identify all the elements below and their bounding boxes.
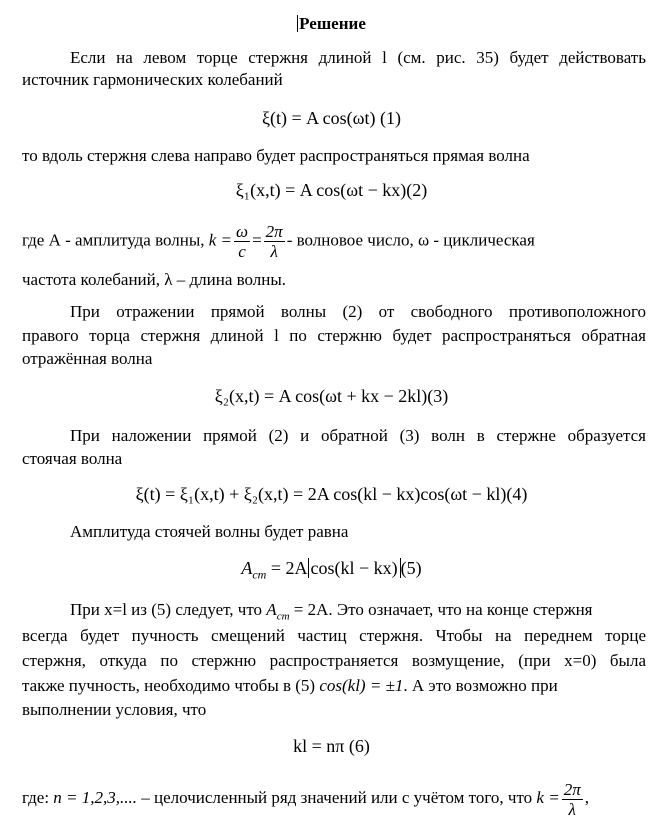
- equation-1: ξ(t) = A cos(ωt) (1): [262, 108, 401, 128]
- section-title-text: Решение: [299, 14, 366, 33]
- fraction-2pi-over-lambda: [264, 222, 285, 261]
- paragraph-8-end: ,: [584, 788, 589, 807]
- paragraph-8: [22, 780, 646, 819]
- amplitude-subscript: ст: [252, 567, 267, 582]
- paragraph-7-line-1-start: При x=l из (5) следует, что: [70, 600, 263, 619]
- paragraph-5-line-2: стоячая волна: [22, 449, 123, 468]
- equation-5: [0, 558, 663, 585]
- equation-6: kl = nπ (6): [293, 736, 370, 756]
- integer-series-inline: n = 1,2,3,.... –: [53, 788, 150, 807]
- absolute-value-expression: cos(kl − kx): [308, 558, 401, 578]
- wave-number-definition-text: - волновое число, ω - циклическая: [286, 230, 535, 250]
- fraction-denominator: c: [238, 242, 246, 261]
- fraction-numerator: ω: [236, 222, 249, 241]
- amplitude-value-inline: = 2A: [289, 600, 329, 619]
- cosine-condition-inline: cos(kl) = ±1: [319, 676, 404, 695]
- paragraph-3-line-1: [22, 222, 646, 261]
- wave-number-symbol: k =: [208, 230, 233, 250]
- paragraph-1-line-1: Если на левом торце стержня длиной l (см. рис. 35) будет действовать: [70, 48, 646, 67]
- amplitude-symbol: A: [241, 558, 253, 578]
- equation-4: ξ(t) = ξ₁(x,t) + ξ₂(x,t) = 2A cos(kl − kx)cos(ωt − kl)(4): [135, 484, 528, 504]
- wave-number-symbol-inline: k =: [536, 788, 560, 807]
- fraction-numerator: 2π: [265, 222, 283, 241]
- equation-5-tag: (5): [400, 558, 422, 578]
- paragraph-5-line-1: При наложении прямой (2) и обратной (3) волн в стержне образуется: [70, 426, 646, 445]
- equation-2: ξ₁(x,t) = A cos(ωt − kx)(2): [235, 180, 428, 200]
- paragraph-7-line-1: [70, 600, 646, 626]
- equation-3: ξ₂(x,t) = A cos(ωt + kx − 2kl)(3): [214, 386, 449, 406]
- paragraph-7-line-5: выполнении условия, что: [22, 700, 207, 719]
- equation-5-middle: = 2A: [266, 558, 308, 578]
- text-cursor: [297, 15, 298, 32]
- section-title: [0, 14, 663, 34]
- paragraph-1-line-2: источник гармонических колебаний: [22, 70, 283, 89]
- paragraph-8-middle: целочисленный ряд значений или с учётом того, что: [154, 788, 533, 807]
- equals-sign: =: [252, 230, 262, 250]
- paragraph-7-line-4: [22, 676, 646, 696]
- paragraph-8-start: где:: [22, 788, 50, 807]
- paragraph-7-line-4-start: также пучность, необходимо чтобы в (5): [22, 676, 316, 695]
- fraction-omega-over-c: [234, 222, 250, 261]
- paragraph-4-line-1: При отражении прямой волны (2) от свободного противоположного: [70, 302, 646, 321]
- amplitude-subscript-inline: ст: [276, 610, 290, 623]
- paragraph-4-line-3: отражённая волна: [22, 349, 153, 368]
- fraction-denominator: λ: [270, 242, 278, 261]
- paragraph-7-line-3: стержня, откуда по стержню распространяется возмущение, (при x=0) была: [22, 651, 646, 670]
- paragraph-4-line-2: правого торца стержня длиной l по стержню будет распространяться обратная: [22, 326, 646, 345]
- paragraph-6: Амплитуда стоячей волны будет равна: [70, 522, 349, 541]
- paragraph-7-line-1-end: . Это означает, что на конце стержня: [328, 600, 593, 619]
- paragraph-3-line-2: частота колебаний, λ – длина волны.: [22, 270, 287, 289]
- paragraph-7-line-2: всегда будет пучность смещений частиц стержня. Чтобы на переднем торце: [22, 626, 646, 645]
- fraction-numerator: 2π: [563, 780, 581, 799]
- amplitude-symbol-inline: A: [266, 600, 277, 619]
- fraction-2pi-over-lambda-inline: [562, 780, 583, 819]
- paragraph-2: то вдоль стержня слева направо будет распространяться прямая волна: [22, 146, 530, 165]
- paragraph-7-line-4-end: . А это возможно при: [403, 676, 558, 695]
- fraction-denominator: λ: [568, 800, 576, 819]
- wave-amplitude-text: где А - амплитуда волны,: [22, 230, 205, 250]
